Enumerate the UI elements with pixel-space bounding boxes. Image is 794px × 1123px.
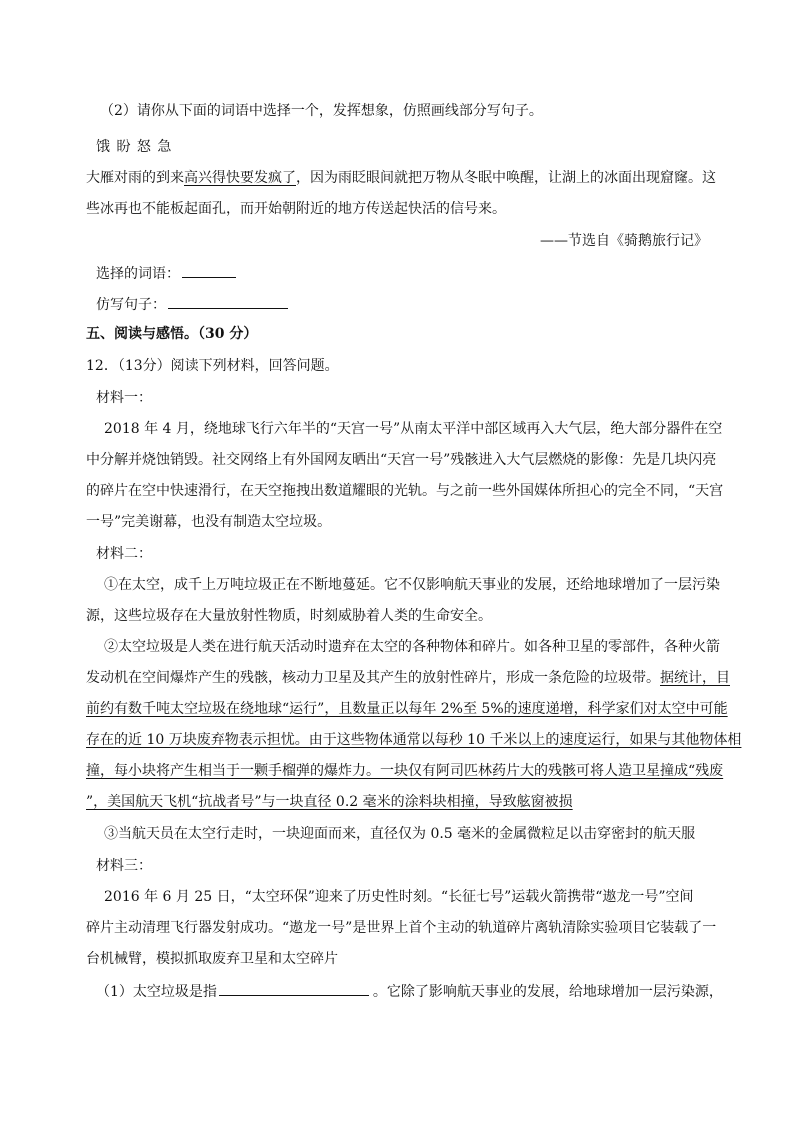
q2-passage-text: ，因为雨眨眼间就把万物从冬眠中唤醒，让湖上的冰面出现窟窿。这	[296, 170, 716, 186]
material-1-label: 材料一：	[96, 390, 152, 406]
q2-prompt: （2）请你从下面的词语中选择一个，发挥想象，仿照画线部分写句子。	[100, 103, 543, 119]
q2-choose-row	[96, 263, 236, 284]
sub-question-1	[96, 981, 723, 1002]
sub-question-1-suffix: 。它除了影响航天事业的发展，给地球增加一层污染源，	[372, 984, 723, 1000]
underlined-line: 存在的近 10 万块废弃物表示担忧。由于这些物体通常以每秒 10 千米以上的速度运行，如果与其他物体相	[86, 732, 742, 748]
material-1-line: 2018 年 4 月，绕地球飞行六年半的“天宫一号”从南太平洋中部区域再入大气层，绝大部分器件在空	[104, 421, 723, 437]
material-2-paragraph-3: ③当航天员在太空行走时，一块迎面而来，直径仅为 0.5 毫米的金属微粒足以击穿密封的航天服	[104, 826, 696, 842]
answer-blank[interactable]	[219, 981, 369, 996]
choose-word-label: 选择的词语：	[96, 266, 180, 282]
q12-header: 12．（13分）阅读下列材料，回答问题。	[86, 358, 339, 374]
underlined-line: 前约有数千吨太空垃圾在绕地球“运行”，且数量正以每年 2%至 5%的速度递增，科学家们对太空中可能	[86, 701, 728, 717]
material-2-paragraph-1-line: 源，这些垃圾存在大量放射性物质，时刻威胁着人类的生命安全。	[86, 608, 492, 624]
sub-question-1-prefix: （1）太空垃圾是指	[96, 984, 217, 1000]
underlined-line: ”，美国航天飞机“抗战者号”与一块直径 0.2 毫米的涂料块相撞，导致舷窗被损	[86, 794, 573, 810]
material-2-paragraph-1-line: ①在太空，成千上万吨垃圾正在不断地蔓延。它不仅影响航天事业的发展，还给地球增加了一层污染	[104, 577, 720, 593]
paragraph-text: 发动机在空间爆炸产生的残骸，核动力卫星及其产生的放射性碎片，形成一条危险的垃圾带。	[86, 670, 660, 686]
material-1-line: 的碎片在空中快速滑行，在天空拖拽出数道耀眼的光轨。与之前一些外国媒体所担心的完全不同，“天宫	[86, 483, 724, 499]
material-2-paragraph-2-line	[86, 668, 730, 688]
imitate-sentence-blank[interactable]	[168, 294, 288, 309]
section-title: 五、阅读与感悟。（30 分）	[86, 326, 258, 342]
imitate-sentence-label: 仿写句子：	[96, 297, 166, 313]
material-2-paragraph-2-line: ②太空垃圾是人类在进行航天活动时遗弃在太空的各种物体和碎片。如各种卫星的零部件，各种火箭	[104, 639, 720, 655]
q2-passage-line-1	[86, 168, 716, 188]
q2-underlined-phrase: 高兴得快要发疯了	[184, 170, 296, 186]
material-3-line: 碎片主动清理飞行器发射成功。“遨龙一号”是世界上首个主动的轨道碎片离轨清除实验项目它装载了一	[86, 920, 717, 936]
underlined-line: 撞，每小块将产生相当于一颗手榴弹的爆炸力。一块仅有阿司匹林药片大的残骸可将人造卫星撞成“残废	[86, 763, 724, 779]
choose-word-blank[interactable]	[182, 263, 236, 278]
q2-source: ——节选自《骑鹅旅行记》	[540, 233, 708, 249]
material-3-line: 台机械臂，模拟抓取废弃卫星和太空碎片	[86, 951, 338, 967]
q2-passage-text: 大雁对雨的到来	[86, 170, 184, 186]
q2-passage-line-2: 些冰再也不能板起面孔，而开始朝附近的地方传送起快活的信号来。	[86, 201, 506, 217]
material-2-label: 材料二：	[96, 546, 152, 562]
material-1-line: 一号”完美谢幕，也没有制造太空垃圾。	[86, 514, 332, 530]
q2-imitate-row	[96, 294, 288, 315]
material-1-line: 中分解并烧蚀销毁。社交网络上有外国网友晒出“天宫一号”残骸进入大气层燃烧的影像：先是几块闪亮	[86, 452, 717, 468]
q2-word-options: 饿 盼 怒 急	[96, 139, 173, 155]
material-3-label: 材料三：	[96, 858, 152, 874]
underlined-text: 据统计，目	[660, 670, 730, 686]
material-3-line: 2016 年 6 月 25 日，“太空环保”迎来了历史性时刻。“长征七号”运载火箭携带“遨龙一号”空间	[104, 889, 694, 905]
